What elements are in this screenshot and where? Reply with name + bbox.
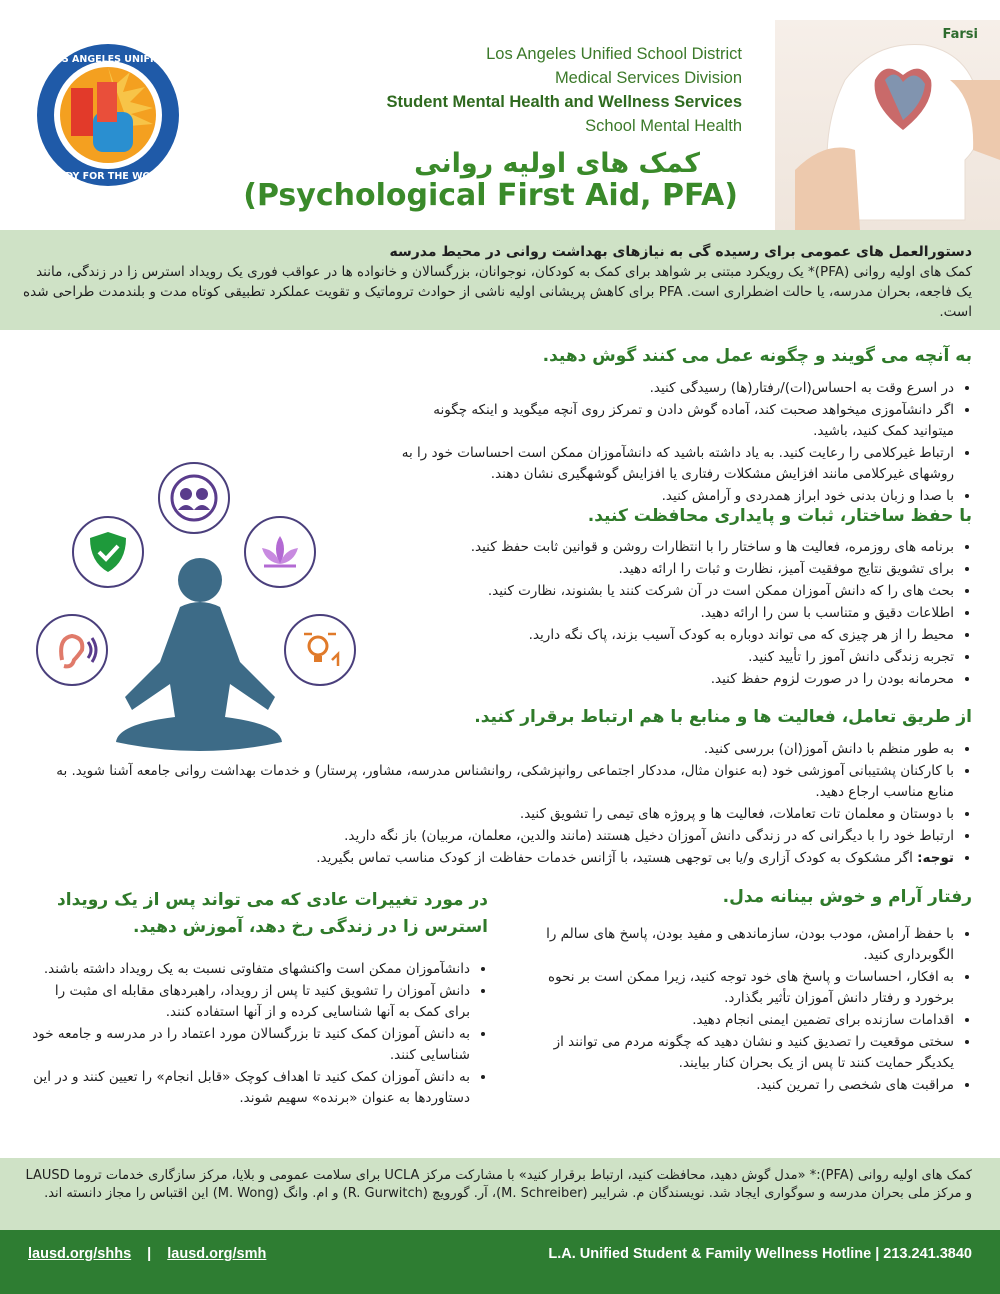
list-item: • اقدامات سازنده برای تضمین ایمنی انجام دهید.: [524, 1010, 954, 1031]
footer: [0, 1230, 1000, 1294]
section-protect-list: [394, 537, 972, 691]
organization-block: [387, 42, 742, 138]
list-item: • اگر دانشآموزی میخواهد صحبت کند، آماده گوش دادن و تمرکز روی آنچه میگوید و اینکه چگونه میتوانید کمک کنید، باشید.: [394, 400, 954, 442]
org-line-district: Los Angeles Unified School District: [486, 45, 742, 63]
list-item: • با کارکنان پشتیبانی آموزشی خود (به عنوان مثال، مددکار اجتماعی روانپزشکی، روانشناس مدرسه، مشاور، پرستار) و خدمات بهداشت روانی جامعه آشنا شوید. به منابع مناسب ارجاع دهید.: [34, 761, 954, 803]
section-model-title: رفتار آرام و خوش بینانه مدل.: [722, 887, 972, 907]
page-title-english: (Psychological First Aid, PFA): [243, 178, 738, 213]
shield-check-icon: [72, 516, 144, 588]
head-silhouette-icon: [775, 20, 1000, 230]
credits-text: کمک های اولیه روانی (PFA):* «مدل گوش دهید، محافظت کنید، ارتباط برقرار کنید» با مشارکت مرکز UCLA برای سلامت عمومی و بلایا، مرکز سازگاری خدمات تروما LAUSD و مرکز ملی بحران مدرسه و سوگواری ایجاد شد. نویسندگان م. شرایبر (M. Schreiber)، آر. گورویچ (R. Gurwitch) و ام. وانگ (M. Wong) این اقتباس را مجاز دانسته اند.: [25, 1168, 972, 1201]
head-heart-image: [775, 20, 1000, 230]
org-line-division: Medical Services Division: [554, 69, 742, 87]
section-teach-title: در مورد تغییرات عادی که می تواند پس از یک رویداد استرس زا در زندگی رخ دهد، آموزش دهید.: [57, 890, 488, 937]
intro-body: کمک های اولیه روانی (PFA)* یک رویکرد مبتنی بر شواهد برای کمک به کودکان، نوجوانان، بزرگسالان و خانواده ها در عواقب فوری یک رویداد استرس زا در زندگی، مانند یک فاجعه، بحران مدرسه، یا حالت اضطراری است. PFA برای کاهش پریشانی اولیه ناشی از حوادث تروماتیک و تقویت عملکرد تطبیقی کوتاه مدت و بلندمدت طراحی شده است.: [23, 264, 972, 320]
community-icon: [158, 462, 230, 534]
list-item: • دانشآموزان ممکن است واکنشهای متفاوتی نسبت به یک رویداد داشته باشند.: [30, 959, 470, 980]
list-item: • به دانش آموزان کمک کنید تا بزرگسالان مورد اعتماد را در مدرسه و جامعه خود شناسایی کنند.: [30, 1024, 470, 1066]
list-item: • با حفظ آرامش، مودب بودن، سازماندهی و مفید بودن، پاسخ های سالم را الگوبرداری کنید.: [524, 924, 954, 966]
lausd-logo: [35, 42, 181, 188]
intro-heading: دستورالعمل های عمومی برای رسیده گی به نیازهای بهداشت روانی در محیط مدرسه: [389, 244, 972, 260]
list-item: • محرمانه بودن را در صورت لزوم حفظ کنید.: [394, 669, 954, 690]
section-model-list: [524, 924, 972, 1097]
list-item: • با دوستان و معلمان تات تعاملات، فعالیت ها و پروژه های تیمی را تشویق کنید.: [34, 804, 954, 825]
list-item: • مراقبت های شخصی را تمرین کنید.: [524, 1075, 954, 1096]
idea-bulb-icon: [284, 614, 356, 686]
section-protect-title: با حفظ ساختار، ثبات و پایداری محافظت کنید.: [587, 506, 972, 526]
list-item: • برنامه های روزمره، فعالیت ها و ساختار را با انتظارات روشن و قوانین ثابت حفظ کنید.: [394, 537, 954, 558]
list-item: • با صدا و زبان بدنی خود ابراز همدردی و آرامش کنید.: [394, 486, 954, 507]
list-item: • محیط را از هر چیزی که می تواند دوباره به کودک آسیب بزند، پاک نگه دارید.: [394, 625, 954, 646]
credits-band: [0, 1158, 1000, 1230]
list-item: • به افکار، احساسات و پاسخ های خود توجه کنید، زیرا ممکن است بر نحوه برخورد و رفتار دانش آموزان تأثیر بگذارد.: [524, 967, 954, 1009]
link-shhs[interactable]: lausd.org/shhs: [28, 1246, 132, 1262]
section-connect-title: از طریق تعامل، فعالیت ها و منابع با هم ارتباط برقرار کنید.: [474, 707, 972, 727]
footer-separator: |: [147, 1246, 152, 1262]
org-line-program: School Mental Health: [585, 117, 742, 135]
note-label: توجه:: [917, 850, 954, 866]
lotus-icon: [244, 516, 316, 588]
list-item: • بحث های را که دانش آموزان ممکن است در آن شرکت کنند یا بشنوند، نظارت کنید.: [394, 581, 954, 602]
list-item: • برای تشویق نتایج موفقیت آمیز، نظارت و ثبات را ارائه دهید.: [394, 559, 954, 580]
intro-band: [0, 230, 1000, 330]
hotline-text: L.A. Unified Student & Family Wellness Hotline | 213.241.3840: [548, 1246, 972, 1262]
logo-top-text: LOS ANGELES UNIFIED: [48, 54, 168, 65]
note-item: [34, 848, 954, 869]
header: [0, 0, 1000, 230]
list-item: • اطلاعات دقیق و متناسب با سن را ارائه دهید.: [394, 603, 954, 624]
section-teach-list: [30, 959, 488, 1110]
list-item: • سختی موقعیت را تصدیق کنید و نشان دهید که چگونه مردم می توانند از یکدیگر حمایت کنند تا پس از یک بحران کنار بیایند.: [524, 1032, 954, 1074]
meditation-illustration: [30, 462, 360, 762]
ear-listening-icon: [36, 614, 108, 686]
language-label: Farsi: [942, 27, 978, 42]
page-title-farsi: کمک های اولیه روانی: [414, 148, 700, 179]
link-smh[interactable]: lausd.org/smh: [167, 1246, 267, 1262]
org-line-services: Student Mental Health and Wellness Services: [386, 93, 742, 111]
logo-bottom-text: READY FOR THE WORLD: [44, 171, 172, 182]
list-item: • به دانش آموزان کمک کنید تا اهداف کوچک «قابل انجام» را تعیین کنند و در این دستاوردها به عنوان «برنده» سهیم شوند.: [30, 1067, 470, 1109]
list-item: • ارتباط غیرکلامی را رعایت کنید. به یاد داشته باشید که دانشآموزان ممکن است احساسات خود را به روشهای غیرکلامی مانند افزایش مشکلات رفتاری یا افزایش گوشهگیری نشان دهند.: [394, 443, 954, 485]
note-text: اگر مشکوک به کودک آزاری و/یا بی توجهی هستید، با آژانس خدمات حفاظت از کودک مناسب تماس بگیرید.: [316, 850, 913, 866]
list-item: • به طور منظم با دانش آموز(ان) بررسی کنید.: [34, 739, 954, 760]
section-connect-list: [34, 739, 972, 870]
list-item: • ارتباط خود را با دیگرانی که در زندگی دانش آموزان دخیل هستند (مانند والدین، معلمان، مربیان) باز نگه دارید.: [34, 826, 954, 847]
list-item: • تجربه زندگی دانش آموز را تأیید کنید.: [394, 647, 954, 668]
section-listen-list: [394, 378, 972, 508]
section-listen-title: به آنچه می گویند و چگونه عمل می کنند گوش دهید.: [542, 346, 972, 366]
list-item: • در اسرع وقت به احساس(ات)/رفتار(ها) رسیدگی کنید.: [394, 378, 954, 399]
list-item: • دانش آموزان را تشویق کنید تا پس از رویداد، راهبردهای مقابله ای مثبت را برای کمک به آنها شناسایی کرده و از آنها استفاده کنند.: [30, 981, 470, 1023]
